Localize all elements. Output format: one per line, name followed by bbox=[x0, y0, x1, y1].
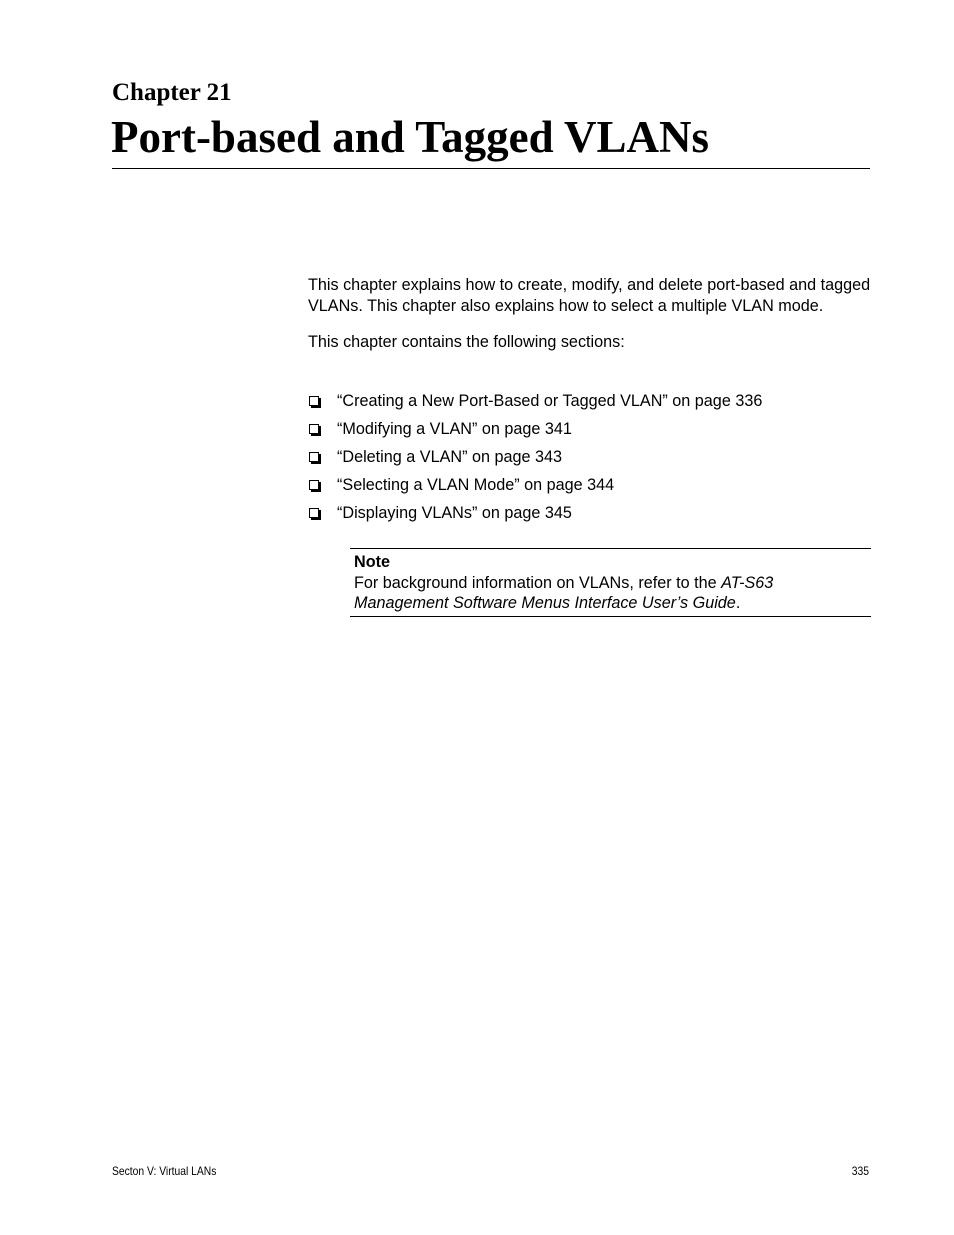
chapter-title: Port-based and Tagged VLANs bbox=[111, 112, 710, 162]
section-link[interactable] bbox=[308, 503, 873, 531]
footer-section-name: Secton V: Virtual LANs bbox=[112, 1164, 217, 1178]
section-link-text[interactable]: “Selecting a VLAN Mode” on page 344 bbox=[337, 476, 615, 494]
checkbox-bullet-icon bbox=[309, 396, 319, 406]
section-link[interactable] bbox=[308, 475, 873, 503]
checkbox-bullet-icon bbox=[309, 480, 319, 490]
footer-page-number: 335 bbox=[851, 1164, 869, 1178]
note-text: For background information on VLANs, refer to the bbox=[354, 573, 722, 592]
title-divider bbox=[112, 168, 870, 169]
section-link-text[interactable]: “Deleting a VLAN” on page 343 bbox=[337, 448, 562, 466]
section-link-text[interactable]: “Modifying a VLAN” on page 341 bbox=[337, 420, 572, 438]
checkbox-bullet-icon bbox=[309, 452, 319, 462]
note-text-end: . bbox=[735, 594, 741, 613]
checkbox-bullet-icon bbox=[309, 508, 319, 518]
note-heading: Note bbox=[354, 553, 390, 571]
intro-paragraph: This chapter explains how to create, modify, and delete port-based and tagged VLANs. This chapter also explains how to select a multiple VLAN mode. bbox=[308, 276, 871, 315]
checkbox-bullet-icon bbox=[309, 424, 319, 434]
section-link[interactable] bbox=[308, 447, 873, 475]
chapter-label: Chapter 21 bbox=[112, 79, 232, 106]
guide-title: AT-S63 Management Software Menus Interface User’s Guide bbox=[354, 573, 774, 613]
section-link[interactable] bbox=[308, 391, 873, 419]
note-box bbox=[350, 548, 871, 617]
section-link-text[interactable]: “Displaying VLANs” on page 345 bbox=[337, 504, 572, 522]
intro-paragraph: This chapter contains the following sections: bbox=[308, 333, 625, 352]
section-list bbox=[308, 391, 873, 531]
intro-text bbox=[308, 275, 873, 369]
section-link-text[interactable]: “Creating a New Port-Based or Tagged VLAN” on page 336 bbox=[337, 392, 763, 410]
section-link[interactable] bbox=[308, 419, 873, 447]
